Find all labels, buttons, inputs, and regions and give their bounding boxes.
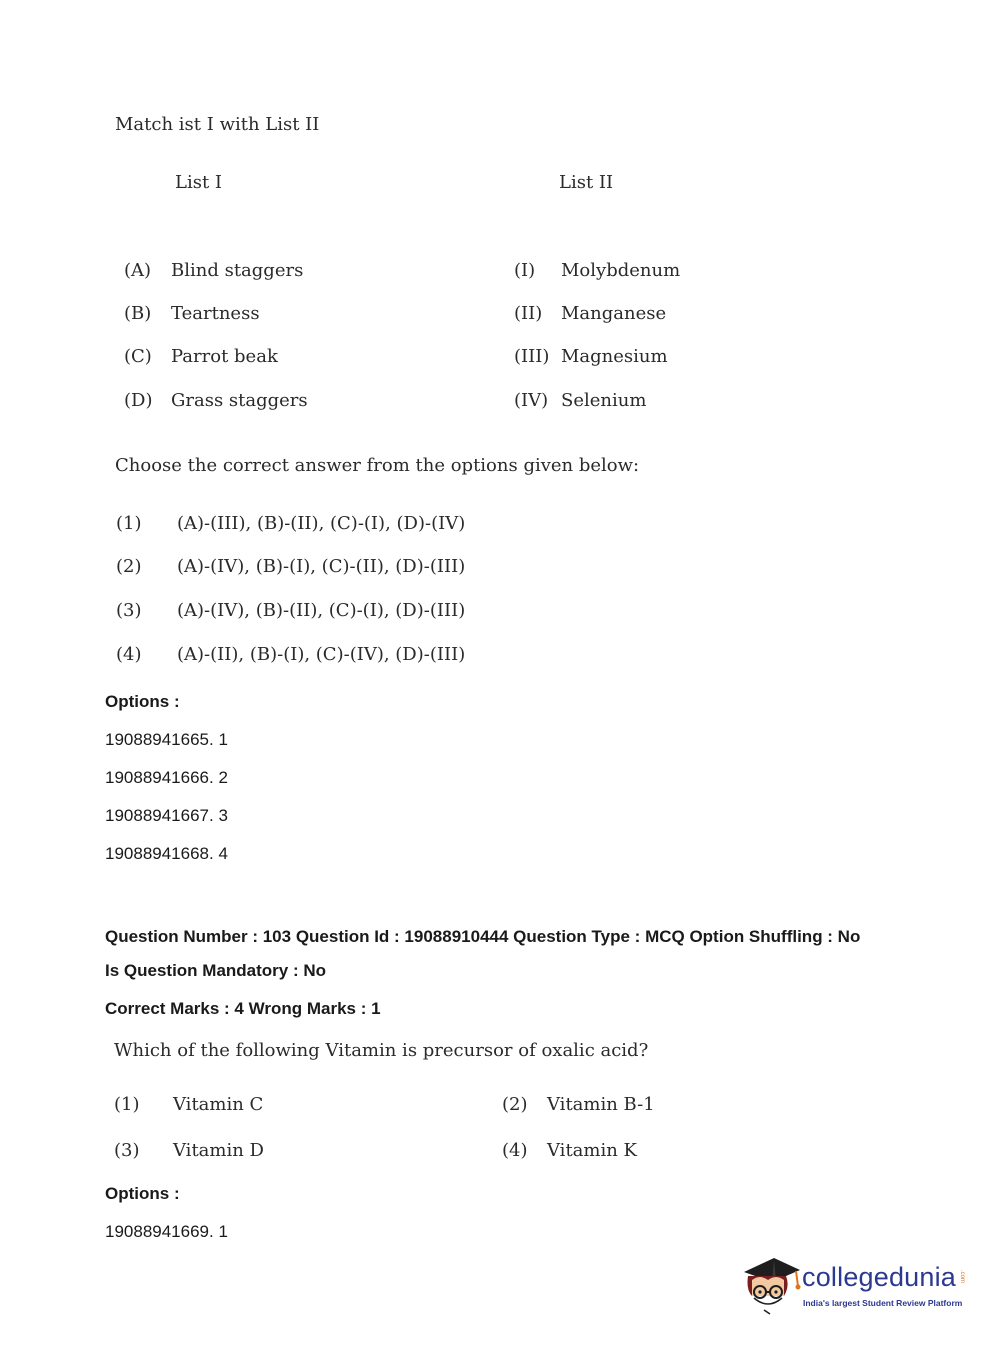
list1-text: Blind staggers: [171, 260, 304, 281]
choice-number: (4): [116, 644, 142, 665]
choice-text: (A)-(IV), (B)-(I), (C)-(II), (D)-(III): [177, 556, 466, 577]
choice-text: Vitamin K: [547, 1140, 637, 1161]
list1-text: Teartness: [171, 303, 260, 324]
question-mandatory: Is Question Mandatory : No: [105, 961, 327, 980]
choice-text: (A)-(IV), (B)-(II), (C)-(I), (D)-(III): [177, 600, 466, 621]
list2-text: Selenium: [561, 390, 647, 411]
options-label: Options :: [105, 692, 180, 711]
list2-text: Magnesium: [561, 346, 668, 367]
list2-text: Molybdenum: [561, 260, 681, 281]
options-label: Options :: [105, 1184, 180, 1203]
option-id: 19088941669. 1: [105, 1222, 228, 1241]
list2-key: (I): [514, 260, 536, 281]
choice-text: Vitamin D: [173, 1140, 264, 1161]
list1-key: (B): [124, 303, 152, 324]
q1-prompt: Match ist I with List II: [115, 114, 320, 135]
choice-text: (A)-(II), (B)-(I), (C)-(IV), (D)-(III): [177, 644, 466, 665]
option-id: 19088941668. 4: [105, 844, 228, 863]
list1-header: List I: [175, 172, 223, 193]
logo-suffix: .com: [959, 1270, 965, 1284]
choice-text: Vitamin C: [173, 1094, 264, 1115]
list1-key: (C): [124, 346, 152, 367]
list1-key: (D): [124, 390, 153, 411]
option-id: 19088941665. 1: [105, 730, 228, 749]
choice-text: Vitamin B-1: [547, 1094, 655, 1115]
question-meta: Question Number : 103 Question Id : 19088910444 Question Type : MCQ Option Shuffling : No: [105, 927, 861, 946]
choice-number: (2): [502, 1094, 528, 1115]
choice-number: (2): [116, 556, 142, 577]
choice-number: (1): [114, 1094, 140, 1115]
choice-number: (3): [116, 600, 142, 621]
option-id: 19088941666. 2: [105, 768, 228, 787]
question-marks: Correct Marks : 4 Wrong Marks : 1: [105, 999, 381, 1018]
choice-text: (A)-(III), (B)-(II), (C)-(I), (D)-(IV): [177, 513, 466, 534]
choose-instruction: Choose the correct answer from the options given below:: [115, 455, 640, 476]
list2-key: (IV): [514, 390, 549, 411]
q2-prompt: Which of the following Vitamin is precursor of oxalic acid?: [114, 1040, 649, 1061]
list2-key: (III): [514, 346, 550, 367]
list1-text: Parrot beak: [171, 346, 278, 367]
choice-number: (1): [116, 513, 142, 534]
logo-tagline: India's largest Student Review Platform: [803, 1298, 963, 1308]
collegedunia-logo: [740, 1250, 970, 1320]
choice-number: (4): [502, 1140, 528, 1161]
list1-key: (A): [124, 260, 152, 281]
list2-header: List II: [559, 172, 614, 193]
mascot-icon: [740, 1250, 802, 1316]
list2-key: (II): [514, 303, 543, 324]
list2-text: Manganese: [561, 303, 667, 324]
list1-text: Grass staggers: [171, 390, 308, 411]
choice-number: (3): [114, 1140, 140, 1161]
logo-name: collegedunia: [802, 1262, 957, 1292]
option-id: 19088941667. 3: [105, 806, 228, 825]
